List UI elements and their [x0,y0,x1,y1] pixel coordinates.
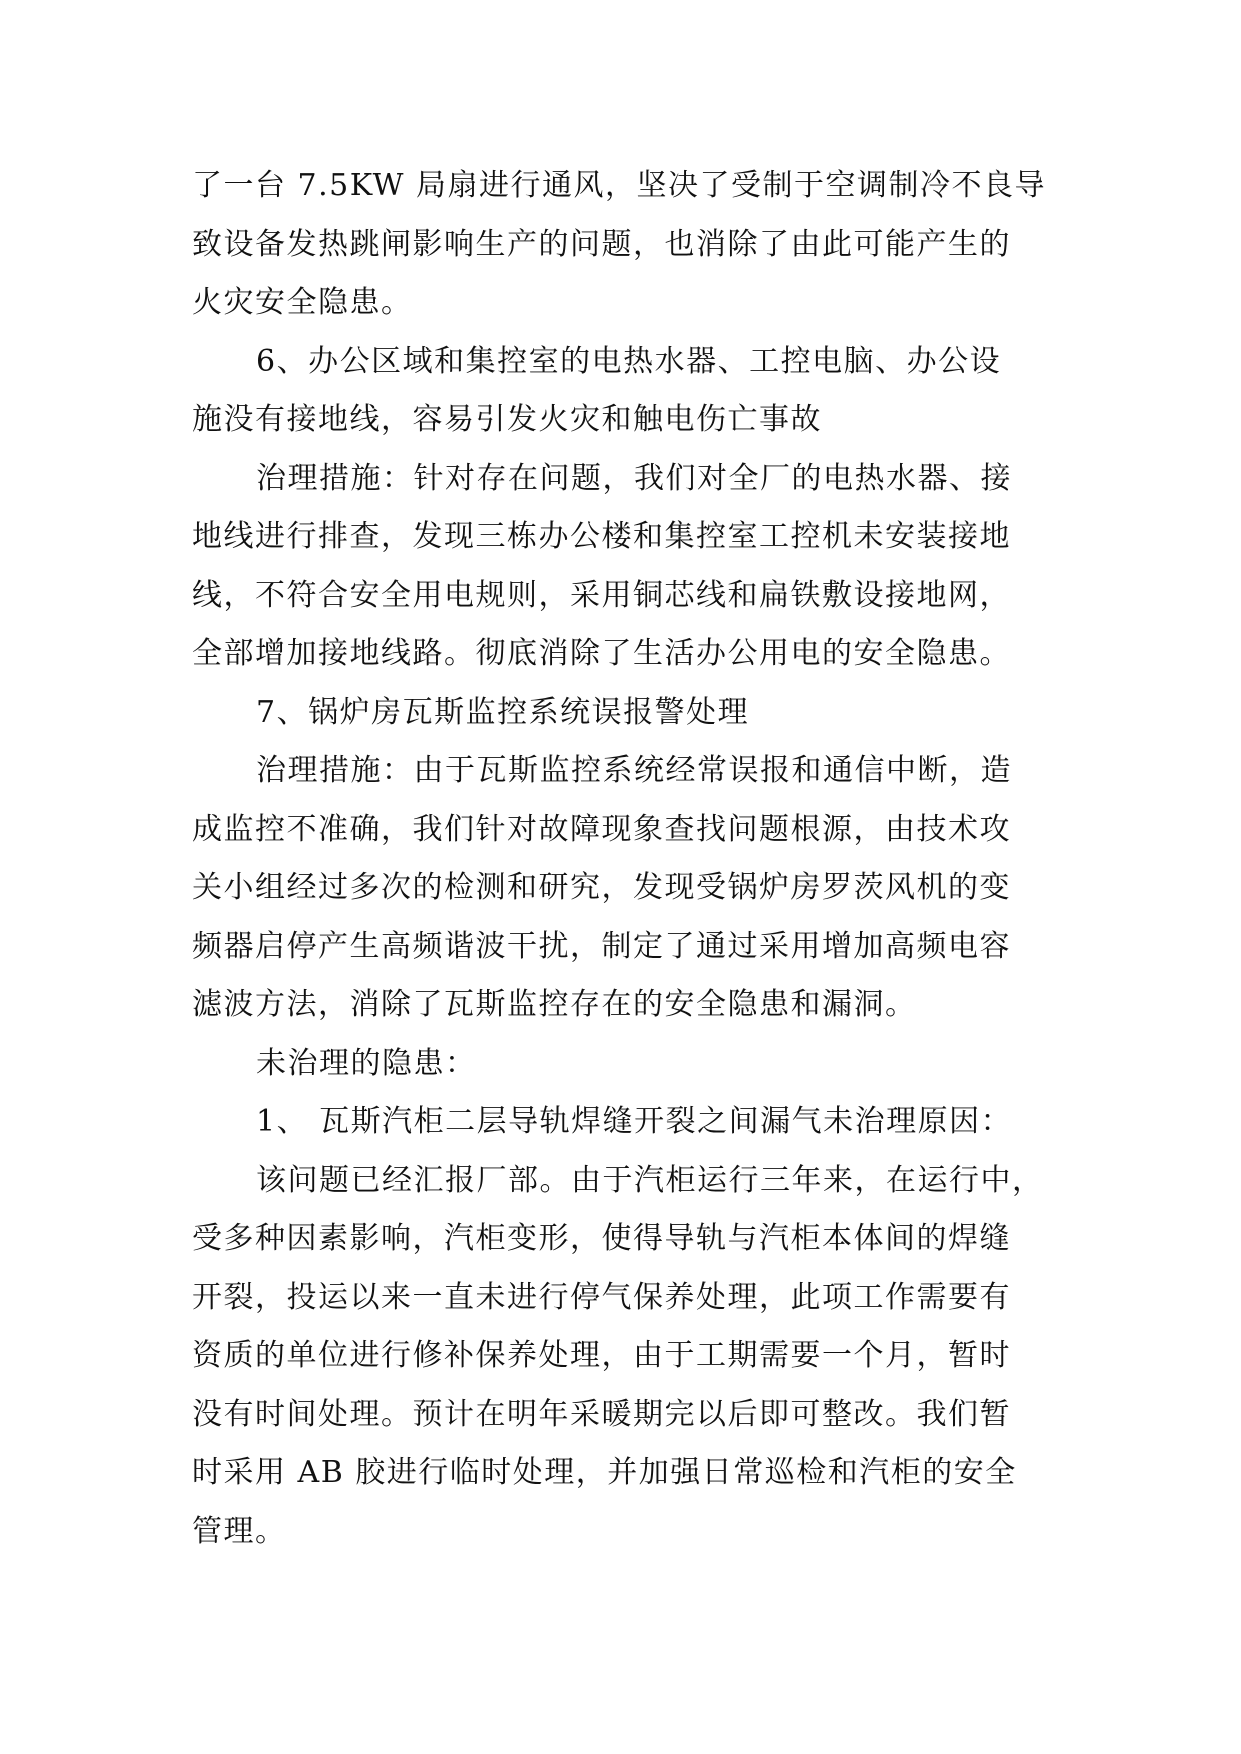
text-line: 关小组经过多次的检测和研究，发现受锅炉房罗茨风机的变 [192,870,1011,905]
text-line: 资质的单位进行修补保养处理，由于工期需要一个月，暂时 [192,1338,1011,1373]
text-line: 施没有接地线，容易引发火灾和触电伤亡事故 [192,402,822,437]
text-line: 该问题已经汇报厂部。由于汽柜运行三年来，在运行中， [256,1162,1044,1198]
text-line: 治理措施：由于瓦斯监控系统经常误报和通信中断，造 [256,753,1012,788]
text-line: 开裂，投运以来一直未进行停气保养处理，此项工作需要有 [192,1279,1011,1315]
text-line: 6、办公区域和集控室的电热水器、工控电脑、办公设 [256,343,1002,379]
text-line: 未治理的隐患： [256,1045,477,1081]
text-line: 7、锅炉房瓦斯监控系统误报警处理 [256,694,750,730]
text-line: 成监控不准确，我们针对故障现象查找问题根源，由技术攻 [192,811,1011,847]
text-line: 火灾安全隐患。 [192,285,413,320]
text-line: 频器启停产生高频谐波干扰，制定了通过采用增加高频电容 [192,928,1011,964]
text-line: 致设备发热跳闸影响生产的问题，也消除了由此可能产生的 [192,226,1011,262]
body-text [192,157,1092,1561]
text-line: 地线进行排查，发现三栋办公楼和集控室工控机未安装接地 [192,519,1011,554]
text-line: 时采用 AB 胶进行临时处理，并加强日常巡检和汽柜的安全 [192,1455,1017,1490]
text-line: 治理措施：针对存在问题，我们对全厂的电热水器、接 [256,460,1012,496]
text-line: 了一台 7.5KW 局扇进行通风，坚决了受制于空调制冷不良导 [192,168,1046,203]
text-line: 没有时间处理。预计在明年采暖期完以后即可整改。我们暂 [192,1396,1011,1432]
text-line: 管理。 [192,1513,287,1549]
text-line: 1、 瓦斯汽柜二层导轨焊缝开裂之间漏气未治理原因： [256,1104,1013,1139]
text-line: 滤波方法，消除了瓦斯监控存在的安全隐患和漏洞。 [192,987,917,1022]
text-line: 受多种因素影响，汽柜变形，使得导轨与汽柜本体间的焊缝 [192,1221,1011,1256]
text-line: 线，不符合安全用电规则，采用铜芯线和扁铁敷设接地网， [192,577,1011,613]
text-line: 全部增加接地线路。彻底消除了生活办公用电的安全隐患。 [192,636,1011,671]
